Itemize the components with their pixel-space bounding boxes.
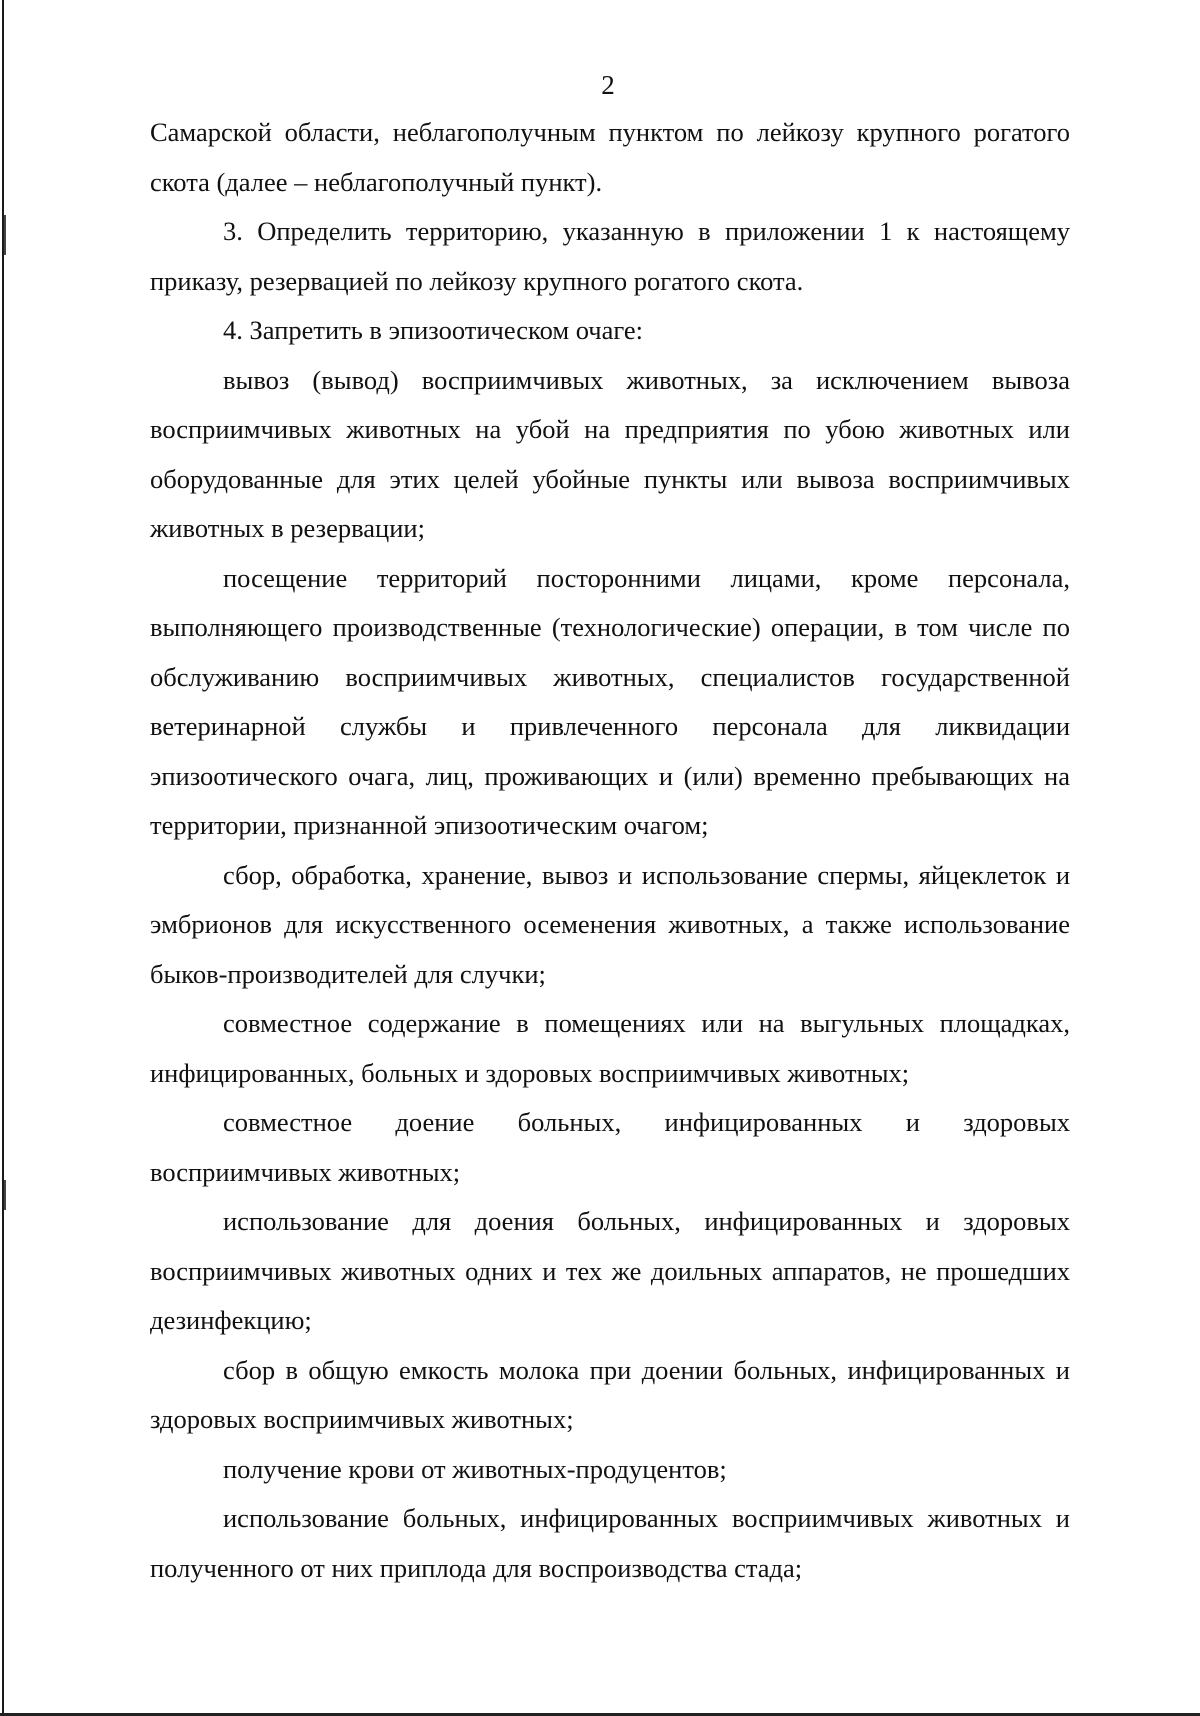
paragraph: посещение территорий посторонними лицами, кроме персонала, выполняющего производственные (технологические) операции, в том числе по обслуживанию восприимчивых животных, специалистов государственной ветеринарной службы и привлеченного персонала для ликвидации эпизоотического очага, лиц, проживающих и (или) временно пребывающих на территории, признанной эпизоотическим очагом; <box>150 562 1070 840</box>
paragraph: получение крови от животных-продуцентов; <box>223 1453 727 1484</box>
paragraph: совместное доение больных, инфицированных и здоровых восприимчивых животных; <box>150 1107 1070 1187</box>
paragraph: 4. Запретить в эпизоотическом очаге: <box>223 315 644 345</box>
paragraph: совместное содержание в помещениях или на выгульных площадках, инфицированных, больных и здоровых восприимчивых животных; <box>150 1008 1070 1088</box>
paragraph: вывоз (вывод) восприимчивых животных, за исключением вывоза восприимчивых животных на убой на предприятия по убою животных или оборудованные для этих целей убойные пункты или вывоза восприимчивых животных в резервации; <box>150 364 1070 543</box>
scan-mark <box>4 1180 6 1210</box>
page-number: 2 <box>601 70 615 100</box>
document-body <box>150 108 1070 1593</box>
paragraph: сбор в общую емкость молока при доении больных, инфицированных и здоровых восприимчивых животных; <box>150 1354 1070 1434</box>
paragraph: использование для доения больных, инфицированных и здоровых восприимчивых животных одних и тех же доильных аппаратов, не прошедших дезинфекцию; <box>150 1206 1070 1335</box>
scan-border-left <box>2 0 4 1716</box>
paragraph: сбор, обработка, хранение, вывоз и использование спермы, яйцеклеток и эмбрионов для искусственного осеменения животных, а также использование быков-производителей для случки; <box>150 859 1070 989</box>
scan-mark <box>4 215 6 255</box>
paragraph: 3. Определить территорию, указанную в приложении 1 к настоящему приказу, резервацией по лейкозу крупного рогатого скота. <box>150 216 1070 296</box>
paragraph: использование больных, инфицированных восприимчивых животных и полученного от них приплода для воспроизводства стада; <box>150 1503 1070 1583</box>
paragraph: Самарской области, неблагополучным пунктом по лейкозу крупного рогатого скота (далее – неблагополучный пункт). <box>150 117 1070 197</box>
